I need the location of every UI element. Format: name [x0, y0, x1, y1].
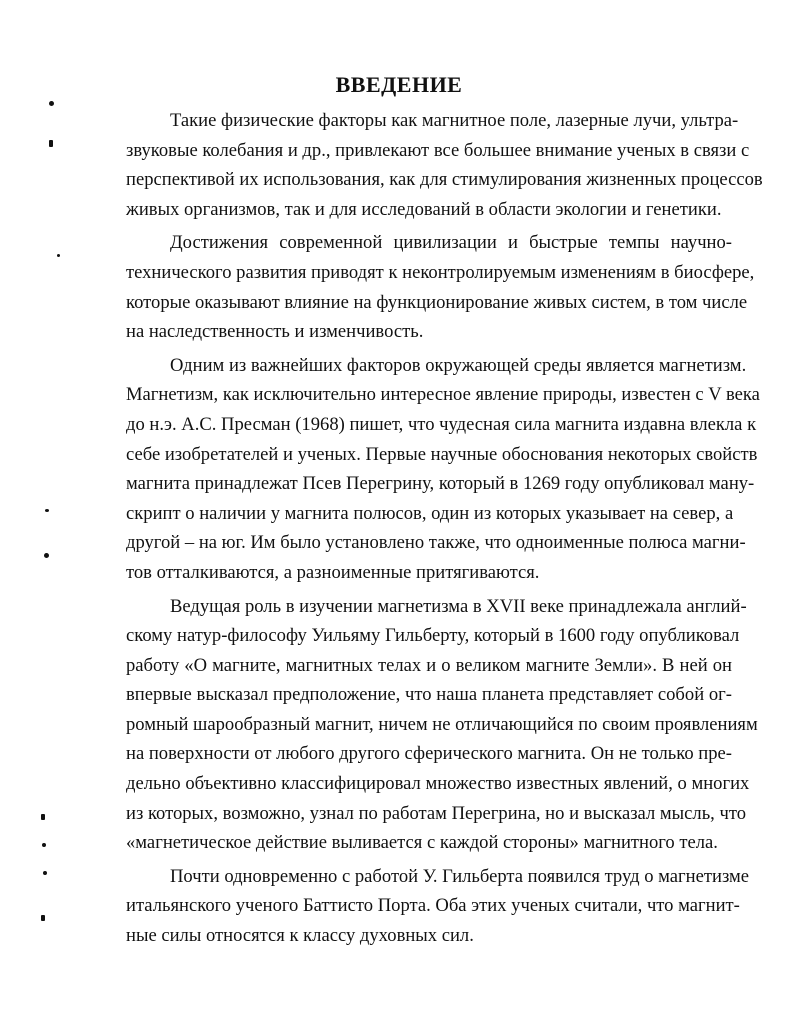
scan-speck — [49, 140, 53, 147]
text-line: ные силы относятся к классу духовных сил. — [126, 925, 474, 947]
scan-speck — [44, 553, 49, 558]
text-line: Почти одновременно с работой У. Гильберта появился труд о магнетизме — [170, 865, 750, 887]
text-line: технического развития приводят к неконтролируемым изменениям в биосфере, — [126, 261, 755, 283]
text-line: себе изобретателей и ученых. Первые научные обоснования некоторых свойств — [126, 443, 758, 465]
paragraph-1 — [126, 106, 763, 224]
text-line: Одним из важнейших факторов окружающей среды является магнетизм. — [170, 354, 747, 376]
scan-speck — [42, 843, 46, 847]
text-line: дельно объективно классифицировал множество известных явлений, о многих — [126, 773, 750, 795]
text-line: на наследственность и изменчивость. — [126, 321, 424, 343]
text-line: которые оказывают влияние на функционирование живых систем, в том числе — [126, 291, 748, 313]
text-line: Магнетизм, как исключительно интересное явление природы, известен с V века — [126, 384, 760, 406]
scan-speck — [45, 509, 49, 512]
text-line: тов отталкиваются, а разноименные притягиваются. — [126, 561, 540, 583]
document-body — [126, 106, 763, 951]
scan-speck — [41, 814, 45, 820]
text-line: скрипт о наличии у магнита полюсов, один из которых указывает на север, а — [126, 502, 734, 524]
scan-speck — [43, 871, 47, 875]
text-line: звуковые колебания и др., привлекают все большее внимание ученых в связи с — [126, 139, 750, 161]
text-line: до н.э. А.С. Пресман (1968) пишет, что чудесная сила магнита издавна влекла к — [126, 413, 757, 435]
text-line: Достижения современной цивилизации и быстрые темпы научно- — [170, 232, 732, 254]
text-line: впервые высказал предположение, что наша планета представляет собой ог- — [126, 684, 732, 706]
text-line: Такие физические факторы как магнитное поле, лазерные лучи, ультра- — [170, 110, 739, 131]
text-line: итальянского ученого Баттисто Порта. Оба этих ученых считали, что магнит- — [126, 895, 740, 917]
scan-speck — [41, 915, 45, 921]
text-line: магнита принадлежат Псев Перегрину, который в 1269 году опубликовал ману- — [126, 473, 755, 495]
scan-speck — [49, 101, 54, 106]
text-line: Ведущая роль в изучении магнетизма в XVII веке принадлежала англий- — [170, 595, 747, 617]
text-line: работу «О магните, магнитных телах и о великом магните Земли». В ней он — [126, 654, 732, 676]
paragraph-5 — [126, 862, 750, 951]
paragraph-2 — [126, 228, 755, 346]
text-line: ромный шарообразный магнит, ничем не отличающийся по своим проявлениям — [126, 713, 758, 735]
paragraph-4 — [126, 592, 758, 858]
text-line: перспективой их использования, как для стимулирования жизненных процессов — [126, 169, 763, 191]
text-line: «магнетическое действие выливается с каждой стороны» магнитного тела. — [126, 832, 718, 854]
text-line: другой – на юг. Им было установлено также, что одноименные полюса магни- — [126, 532, 746, 554]
text-line: из которых, возможно, узнал по работам Перегрина, но и высказал мысль, что — [126, 802, 746, 824]
text-line: на поверхности от любого другого сферического магнита. Он не только пре- — [126, 743, 733, 765]
text-line: живых организмов, так и для исследований в области экологии и генетики. — [126, 198, 722, 220]
page-title: ВВЕДЕНИЕ — [335, 72, 463, 97]
paragraph-3 — [126, 351, 760, 588]
scan-speck — [57, 254, 60, 257]
text-line: скому натур-философу Уильяму Гильберту, который в 1600 году опубликовал — [126, 625, 740, 647]
